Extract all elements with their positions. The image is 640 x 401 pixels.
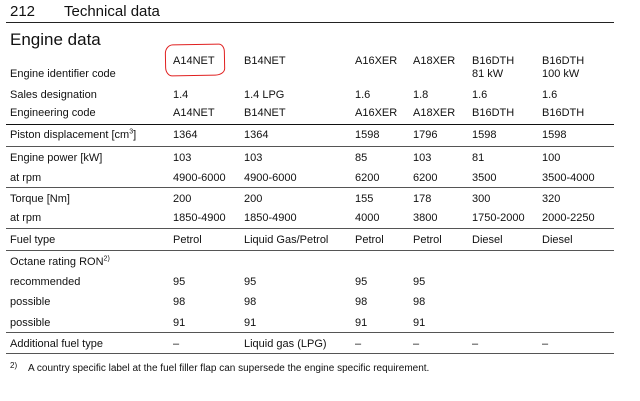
- sales-cell: 1.8: [413, 89, 429, 101]
- displacement-cell: 1598: [472, 129, 497, 141]
- row-label-possible-1: possible: [10, 296, 51, 308]
- possible-2-cell: 91: [244, 317, 257, 329]
- row-label-recommended: recommended: [10, 276, 81, 288]
- eng-code-cell: A14NET: [173, 107, 215, 119]
- sales-cell: 1.4: [173, 89, 189, 101]
- possible-1-cell: 98: [244, 296, 257, 308]
- torque-cell: 200: [244, 193, 263, 205]
- additional-fuel-cell: –: [173, 338, 180, 350]
- sales-cell: 1.4 LPG: [244, 89, 285, 101]
- torque-cell: 320: [542, 193, 561, 205]
- possible-1-cell: 98: [173, 296, 186, 308]
- torque-rpm-cell: 1850-4900: [173, 212, 226, 224]
- table-divider: [6, 250, 614, 251]
- torque-rpm-cell: 1750-2000: [472, 212, 525, 224]
- table-divider: [6, 332, 614, 333]
- additional-fuel-cell: –: [472, 338, 479, 350]
- fuel-cell: Diesel: [542, 234, 573, 246]
- additional-fuel-cell: –: [355, 338, 362, 350]
- row-label-engine-id: Engine identifier code: [10, 68, 116, 80]
- possible-2-cell: 91: [173, 317, 186, 329]
- table-divider: [6, 146, 614, 147]
- footnote-marker: 2): [10, 361, 18, 370]
- row-label-torque-rpm: at rpm: [10, 212, 42, 224]
- fuel-cell: Petrol: [173, 234, 202, 246]
- footnote-text: A country specific label at the fuel filler flap can supersede the engine specific requirement.: [28, 363, 430, 374]
- power-rpm-cell: 6200: [355, 172, 380, 184]
- possible-1-cell: 98: [355, 296, 368, 308]
- section-title: Technical data: [64, 3, 160, 20]
- engine-id-cell: A18XER: [413, 55, 456, 67]
- power-cell: 100: [542, 152, 561, 164]
- eng-code-cell: B16DTH: [542, 107, 585, 119]
- torque-cell: 178: [413, 193, 432, 205]
- torque-cell: 200: [173, 193, 192, 205]
- displacement-cell: 1598: [355, 129, 380, 141]
- row-label-eng-code: Engineering code: [10, 107, 96, 119]
- row-label-power: Engine power [kW]: [10, 152, 103, 164]
- torque-rpm-cell: 4000: [355, 212, 380, 224]
- recommended-cell: 95: [173, 276, 186, 288]
- sales-cell: 1.6: [542, 89, 558, 101]
- torque-rpm-cell: 2000-2250: [542, 212, 595, 224]
- recommended-cell: 95: [244, 276, 257, 288]
- row-label-fuel: Fuel type: [10, 234, 56, 246]
- engine-id-cell: A14NET: [173, 55, 215, 67]
- page-header: [6, 3, 614, 23]
- displacement-cell: 1364: [173, 129, 198, 141]
- additional-fuel-cell: –: [542, 338, 549, 350]
- power-rpm-cell: 6200: [413, 172, 438, 184]
- fuel-cell: Petrol: [355, 234, 384, 246]
- fuel-cell: Liquid Gas/Petrol: [244, 234, 329, 246]
- fuel-cell: Diesel: [472, 234, 503, 246]
- engine-id-cell: B16DTH: [472, 55, 515, 67]
- page-title: Engine data: [10, 30, 101, 49]
- engine-id-cell: B14NET: [244, 55, 286, 67]
- recommended-cell: 95: [355, 276, 368, 288]
- displacement-cell: 1796: [413, 129, 438, 141]
- torque-cell: 155: [355, 193, 374, 205]
- eng-code-cell: A18XER: [413, 107, 456, 119]
- row-label-torque: Torque [Nm]: [10, 193, 70, 205]
- additional-fuel-cell: Liquid gas (LPG): [244, 338, 327, 350]
- power-cell: 81: [472, 152, 485, 164]
- row-label-possible-2: possible: [10, 317, 51, 329]
- table-divider: [6, 187, 614, 188]
- torque-cell: 300: [472, 193, 491, 205]
- additional-fuel-cell: –: [413, 338, 420, 350]
- fuel-cell: Petrol: [413, 234, 442, 246]
- page-number: 212: [10, 3, 36, 20]
- table-divider: [6, 228, 614, 229]
- possible-2-cell: 91: [413, 317, 426, 329]
- torque-rpm-cell: 3800: [413, 212, 438, 224]
- row-label-additional-fuel: Additional fuel type: [10, 338, 103, 350]
- power-rpm-cell: 4900-6000: [173, 172, 226, 184]
- power-rpm-cell: 4900-6000: [244, 172, 297, 184]
- table-divider: [6, 124, 614, 125]
- power-cell: 103: [413, 152, 432, 164]
- sales-cell: 1.6: [355, 89, 371, 101]
- recommended-cell: 95: [413, 276, 426, 288]
- power-cell: 103: [173, 152, 192, 164]
- displacement-cell: 1598: [542, 129, 567, 141]
- row-label-sales: Sales designation: [10, 89, 97, 101]
- eng-code-cell: B14NET: [244, 107, 286, 119]
- power-rpm-cell: 3500-4000: [542, 172, 595, 184]
- displacement-cell: 1364: [244, 129, 269, 141]
- sales-cell: 1.6: [472, 89, 488, 101]
- row-label-power-rpm: at rpm: [10, 172, 42, 184]
- power-rpm-cell: 3500: [472, 172, 497, 184]
- possible-2-cell: 91: [355, 317, 368, 329]
- power-cell: 103: [244, 152, 263, 164]
- table-divider: [6, 353, 614, 354]
- row-label-displacement: Piston displacement $[cm^3]$: [10, 128, 137, 141]
- eng-code-cell: A16XER: [355, 107, 398, 119]
- engine-power-variant: 100 kW: [542, 68, 580, 80]
- engine-power-variant: 81 kW: [472, 68, 504, 80]
- possible-1-cell: 98: [413, 296, 426, 308]
- engine-id-cell: B16DTH: [542, 55, 585, 67]
- engine-id-cell: A16XER: [355, 55, 398, 67]
- power-cell: 85: [355, 152, 368, 164]
- torque-rpm-cell: 1850-4900: [244, 212, 297, 224]
- row-label-octane: Octane rating RON$^{2)}$: [10, 255, 110, 268]
- eng-code-cell: B16DTH: [472, 107, 515, 119]
